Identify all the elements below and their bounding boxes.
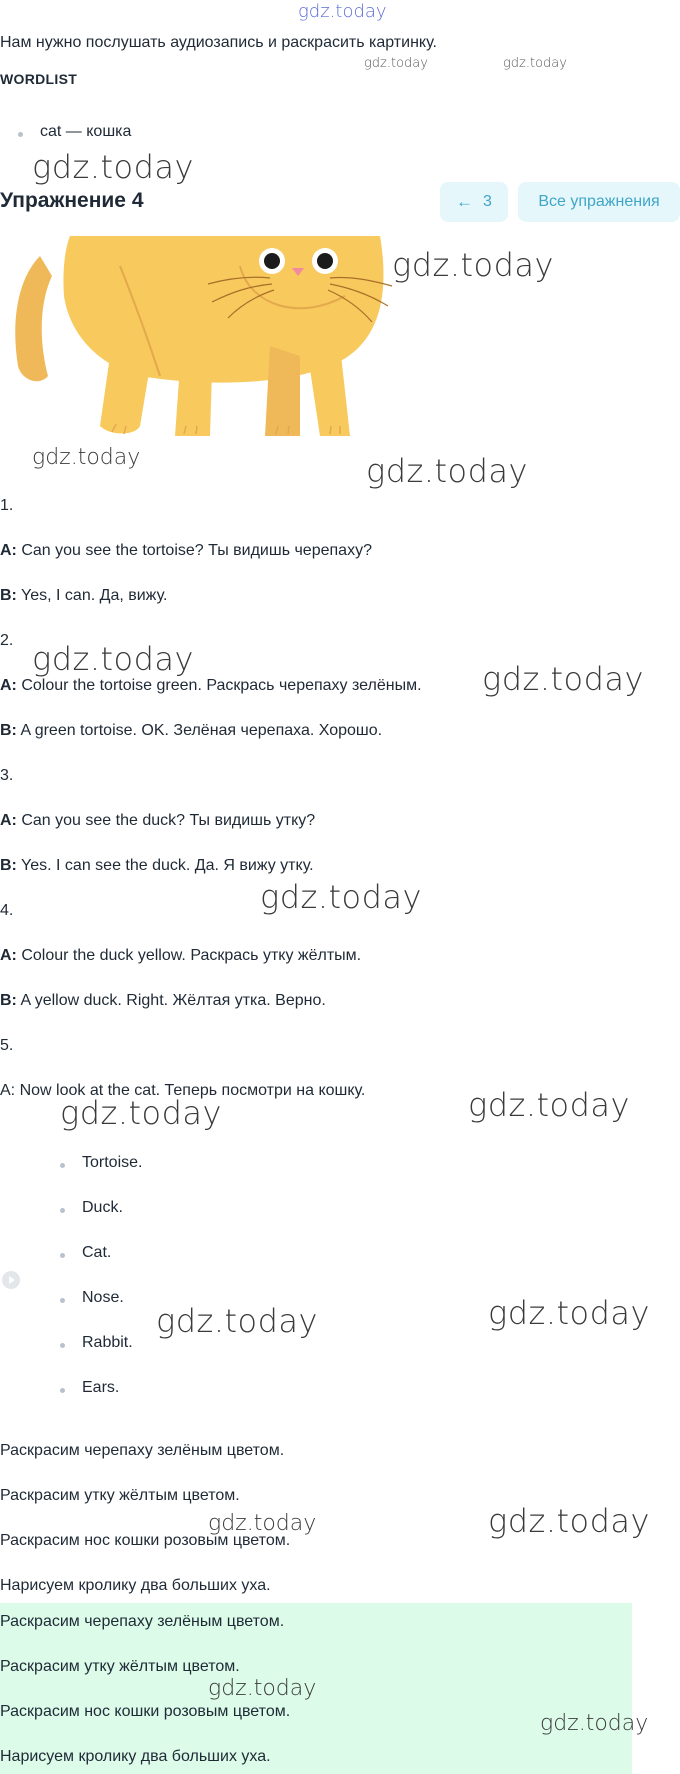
watermark: gdz.today	[32, 640, 194, 678]
item-number: 1.	[0, 497, 14, 514]
cat-leg	[265, 346, 300, 436]
speaker-label: A:	[0, 542, 17, 559]
cat-tail	[15, 256, 52, 381]
item-number: 2.	[0, 632, 14, 649]
arrow-left-icon: ←	[456, 192, 474, 211]
answer-line: Раскрасим черепаху зелёным цветом.	[0, 1442, 285, 1459]
cat-leg	[100, 356, 150, 434]
speaker-label: A:	[0, 947, 17, 964]
list-item: Rabbit.	[82, 1334, 133, 1351]
answer-line: Раскрасим утку жёлтым цветом.	[0, 1487, 240, 1504]
speaker-label: B:	[0, 587, 17, 604]
cat-leg	[175, 366, 212, 436]
list-item: Duck.	[82, 1199, 123, 1216]
watermark: gdz.today	[488, 1294, 650, 1332]
dialogue-line	[0, 677, 422, 695]
answer-line: Раскрасим нос кошки розовым цветом.	[0, 1703, 291, 1720]
watermark: gdz.today	[260, 878, 422, 916]
all-exercises-label: Все упражнения	[538, 193, 660, 210]
exercise-title: Упражнение 4	[0, 189, 144, 212]
dialogue-line	[0, 947, 361, 965]
list-item: Ears.	[82, 1379, 120, 1396]
watermark: gdz.today	[32, 445, 141, 470]
dialogue-line	[0, 857, 314, 875]
line-text: Colour the tortoise green. Раскрась черепаху зелёным.	[21, 677, 422, 694]
watermark: gdz.today	[392, 246, 554, 284]
list-item: Cat.	[82, 1244, 112, 1261]
dialogue-line	[0, 722, 382, 740]
list-item: Tortoise.	[82, 1154, 143, 1171]
wordlist-heading: WORDLIST	[0, 71, 78, 87]
all-exercises-button[interactable]	[518, 182, 680, 222]
bullet	[60, 1298, 65, 1303]
dialogue-line	[0, 587, 167, 605]
line-text: Yes, I can. Да, вижу.	[21, 587, 168, 604]
line-text: A green tortoise. OK. Зелёная черепаха. Хорошо.	[20, 722, 383, 739]
watermark: gdz.today	[366, 452, 528, 490]
item-number: 3.	[0, 767, 14, 784]
speaker-label: A:	[0, 812, 17, 829]
prev-exercise-button[interactable]	[440, 182, 508, 222]
watermark: gdz.today	[208, 1676, 317, 1701]
answer-line: Нарисуем кролику два больших уха.	[0, 1577, 271, 1594]
dialogue-line	[0, 542, 372, 560]
answer-line: Нарисуем кролику два больших уха.	[0, 1748, 271, 1765]
line-text: Can you see the duck? Ты видишь утку?	[21, 812, 316, 829]
bullet	[60, 1388, 65, 1393]
line-text: Colour the duck yellow. Раскрась утку жёлтым.	[21, 947, 362, 964]
cat-illustration	[0, 236, 400, 441]
watermark-small: gdz.today	[364, 56, 428, 71]
bullet	[60, 1208, 65, 1213]
line-text: Can you see the tortoise? Ты видишь черепаху?	[21, 542, 372, 559]
item-number: 4.	[0, 902, 14, 919]
watermark: gdz.today	[156, 1302, 318, 1340]
dialogue-line	[0, 812, 315, 830]
line-text: A yellow duck. Right. Жёлтая утка. Верно.	[20, 992, 326, 1009]
bullet	[60, 1163, 65, 1168]
line-text: Yes. I can see the duck. Да. Я вижу утку.	[21, 857, 314, 874]
wordlist-item: cat — кошка	[40, 123, 132, 140]
speaker-label: B:	[0, 857, 17, 874]
answer-line: Раскрасим нос кошки розовым цветом.	[0, 1532, 291, 1549]
watermark: gdz.today	[540, 1711, 649, 1736]
answer-line: Раскрасим черепаху зелёным цветом.	[0, 1613, 285, 1630]
watermark-top: gdz.today	[298, 1, 387, 22]
watermark-small: gdz.today	[503, 56, 567, 71]
watermark: gdz.today	[482, 660, 644, 698]
prev-exercise-label: 3	[483, 193, 492, 210]
watermark: gdz.today	[32, 148, 194, 186]
speaker-label: B:	[0, 722, 17, 739]
intro-text: Нам нужно послушать аудиозапись и раскрасить картинку.	[0, 34, 437, 51]
dialogue-line: A: Now look at the cat. Теперь посмотри на кошку.	[0, 1082, 366, 1099]
watermark: gdz.today	[488, 1502, 650, 1540]
speaker-label: A:	[0, 677, 17, 694]
bullet	[60, 1343, 65, 1348]
item-number: 5.	[0, 1037, 14, 1054]
play-icon[interactable]	[2, 1271, 20, 1289]
speaker-label: B:	[0, 992, 17, 1009]
list-item: Nose.	[82, 1289, 124, 1306]
dialogue-line	[0, 992, 326, 1010]
watermark: gdz.today	[468, 1086, 630, 1124]
watermark: gdz.today	[60, 1094, 222, 1132]
answer-line: Раскрасим утку жёлтым цветом.	[0, 1658, 240, 1675]
watermark: gdz.today	[208, 1511, 317, 1536]
bullet	[18, 132, 23, 137]
bullet	[60, 1253, 65, 1258]
